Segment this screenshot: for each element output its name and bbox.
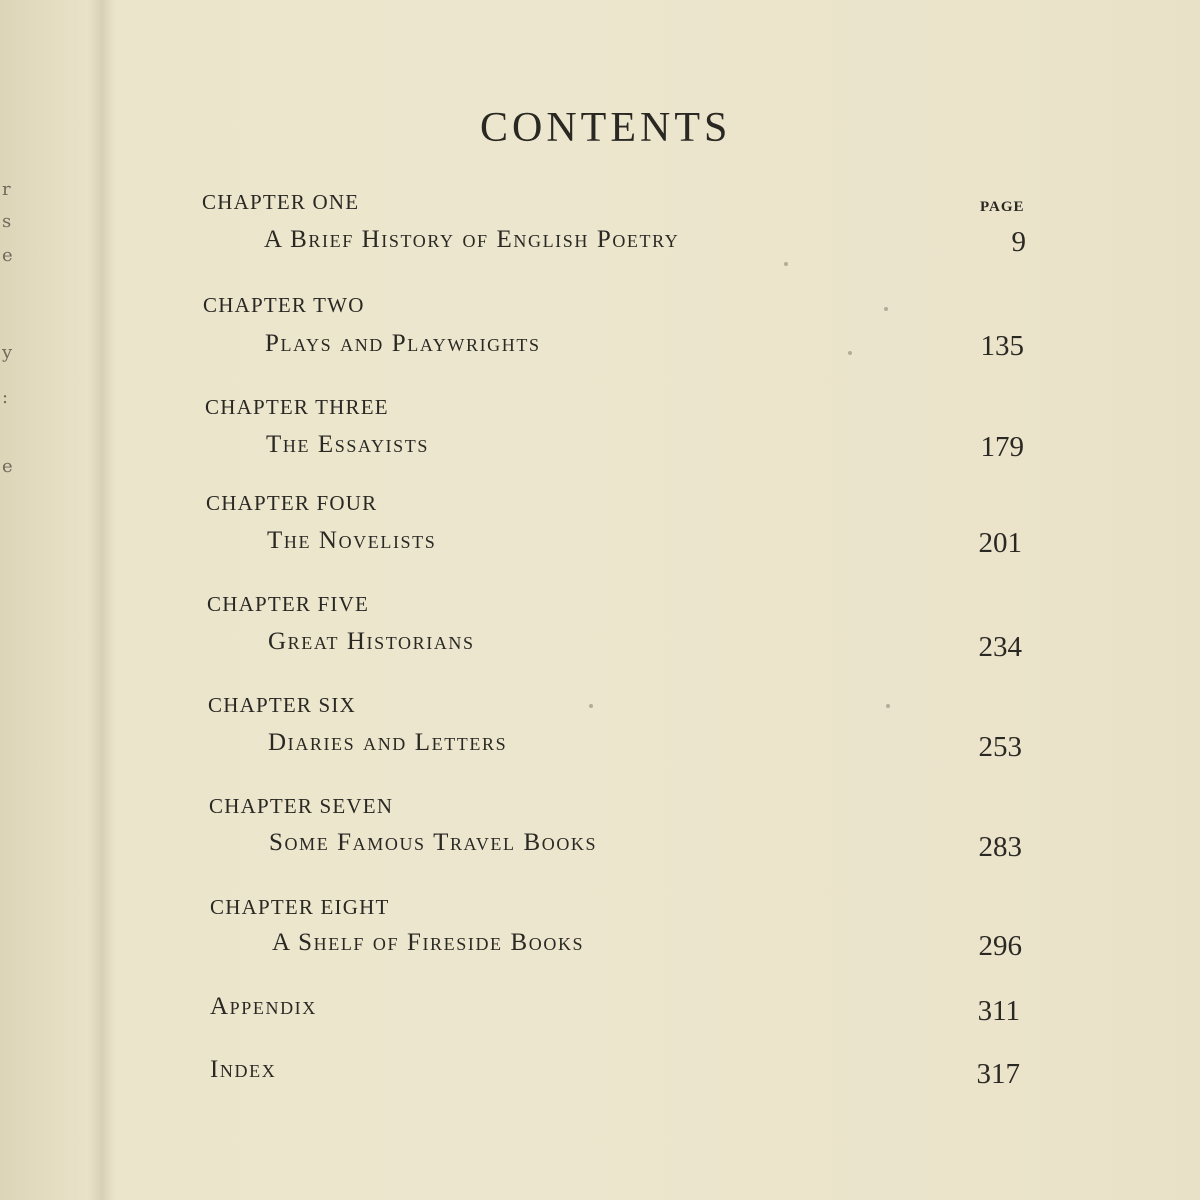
chapter-title: A Brief History of English Poetry bbox=[264, 226, 680, 253]
facing-page-mark: : bbox=[2, 387, 9, 408]
index-title: Index bbox=[210, 1056, 277, 1083]
chapter-title: Diaries and Letters bbox=[268, 729, 508, 756]
chapter-label: CHAPTER TWO bbox=[203, 293, 365, 317]
facing-page-mark: e bbox=[2, 456, 13, 477]
chapter-label: CHAPTER ONE bbox=[202, 190, 360, 214]
chapter-label: CHAPTER THREE bbox=[205, 395, 389, 419]
page-number: 311 bbox=[977, 995, 1020, 1027]
appendix-title: Appendix bbox=[210, 993, 317, 1020]
page-number: 201 bbox=[978, 527, 1022, 559]
page-number: 283 bbox=[978, 831, 1022, 863]
chapter-label: CHAPTER FIVE bbox=[207, 592, 369, 616]
paper-speck bbox=[886, 704, 890, 708]
chapter-label: CHAPTER SEVEN bbox=[209, 794, 394, 818]
chapter-title: Plays and Playwrights bbox=[265, 330, 541, 357]
chapter-title: Great Historians bbox=[268, 628, 475, 655]
chapter-label: CHAPTER FOUR bbox=[206, 491, 378, 515]
contents-title: CONTENTS bbox=[480, 105, 732, 151]
gutter-shadow bbox=[88, 0, 116, 1200]
paper-speck bbox=[589, 704, 593, 708]
facing-page-mark: y bbox=[2, 342, 13, 363]
chapter-label: CHAPTER EIGHT bbox=[210, 895, 390, 919]
page-number: 253 bbox=[978, 731, 1022, 763]
page-column-label: PAGE bbox=[980, 199, 1025, 215]
chapter-title: The Novelists bbox=[267, 527, 437, 554]
page-number: 135 bbox=[980, 330, 1024, 362]
paper-speck bbox=[884, 307, 888, 311]
chapter-label: CHAPTER SIX bbox=[208, 693, 356, 717]
chapter-title: The Essayists bbox=[266, 431, 429, 458]
page-number: 317 bbox=[976, 1058, 1020, 1090]
chapter-title: A Shelf of Fireside Books bbox=[272, 929, 585, 956]
paper-speck bbox=[784, 262, 788, 266]
page-number: 9 bbox=[1011, 226, 1026, 258]
facing-page-mark: s bbox=[2, 211, 12, 232]
page-number: 296 bbox=[978, 930, 1022, 962]
page-number: 179 bbox=[980, 431, 1024, 463]
paper-speck bbox=[848, 351, 852, 355]
facing-page-mark: e bbox=[2, 245, 13, 266]
page-number: 234 bbox=[978, 631, 1022, 663]
facing-page-mark: r bbox=[2, 179, 11, 200]
chapter-title: Some Famous Travel Books bbox=[269, 829, 598, 856]
